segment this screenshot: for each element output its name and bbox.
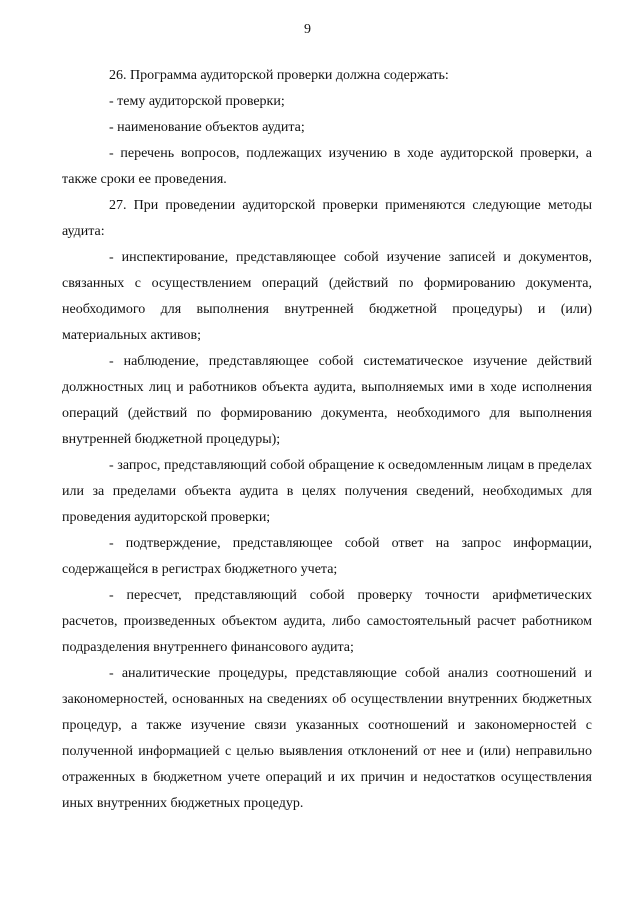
list-item-audit-topic: - тему аудиторской проверки; <box>109 94 285 109</box>
method-confirmation: - подтверждение, представляющее собой ответ на запрос информации, содержащейся в регистрах бюджетного учета; <box>62 536 592 577</box>
list-item-questions-and-deadlines: - перечень вопросов, подлежащих изучению в ходе аудиторской проверки, а также сроки ее проведения. <box>62 146 592 187</box>
method-observation: - наблюдение, представляющее собой систематическое изучение действий должностных лиц и работников объекта аудита, выполняемых ими в ходе исполнения операций (действий по формированию документа, необходимого для выполнения внутренней бюджетной процедуры); <box>62 354 592 447</box>
page-number: 9 <box>304 22 311 37</box>
document-body <box>62 63 592 817</box>
method-recalculation: - пересчет, представляющий собой проверку точности арифметических расчетов, произведенных объектом аудита, либо самостоятельный расчет работником подразделения внутреннего финансового аудита; <box>62 588 592 655</box>
method-inquiry: - запрос, представляющий собой обращение к осведомленным лицам в пределах или за пределами объекта аудита в целях получения сведений, необходимых для проведения аудиторской проверки; <box>62 458 592 525</box>
paragraph-27-heading: 27. При проведении аудиторской проверки применяются следующие методы аудита: <box>62 198 592 239</box>
method-inspection: - инспектирование, представляющее собой изучение записей и документов, связанных с осуществлением операций (действий по формированию документа, необходимого для выполнения внутренней бюджетной процедуры) и (или) материальных активов; <box>62 250 592 343</box>
method-analytical-procedures: - аналитические процедуры, представляющие собой анализ соотношений и закономерностей, основанных на сведениях об осуществлении внутренних бюджетных процедур, а также изучение связи указанных соотношений и закономерностей с полученной информацией с целью выявления отклонений от нее и (или) неправильно отраженных в бюджетном учете операций и их причин и недостатков осуществления иных внутренних бюджетных процедур. <box>62 666 592 811</box>
paragraph-26-heading: 26. Программа аудиторской проверки должна содержать: <box>109 68 449 83</box>
list-item-audit-objects: - наименование объектов аудита; <box>109 120 305 135</box>
